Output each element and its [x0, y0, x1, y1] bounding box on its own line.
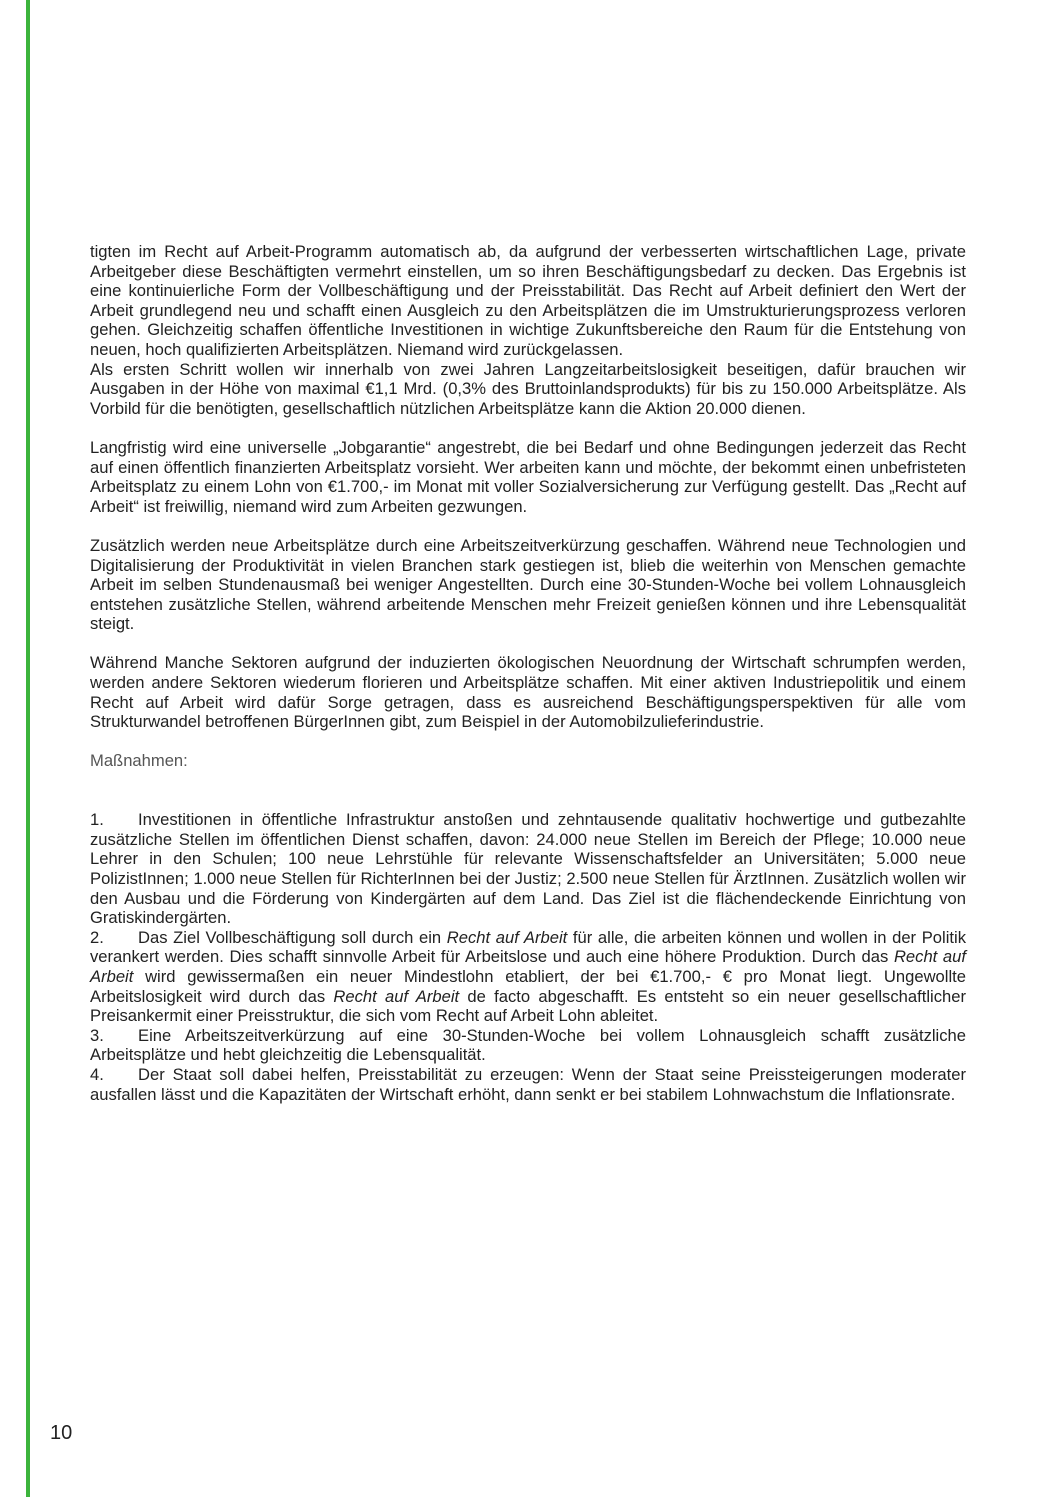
paragraph-3: Langfristig wird eine universelle „Jobgarantie“ angestrebt, die bei Bedarf und ohne Bedingungen jederzeit das Recht auf einen öffentlich finanzierten Arbeitsplatz vorsieht. Wer arbeiten kann und möchte, der bekommt einen unbefristeten Arbeitsplatz zu einem Lohn von €1.700,- im Monat mit voller Sozialversicherung zur Verfügung gestellt. Das „Recht auf Arbeit“ ist freiwillig, niemand wird zum Arbeiten gezwungen.	[90, 437, 966, 516]
measure-number: 3.	[90, 1025, 104, 1045]
measure-number: 1.	[90, 810, 104, 830]
emphasis-text: Recht auf Arbeit	[446, 927, 568, 947]
measures-heading: Maßnahmen:	[90, 751, 188, 771]
page-accent-bar	[26, 0, 30, 1497]
measure-text: Der Staat soll dabei helfen, Preisstabilität zu erzeugen: Wenn der Staat seine Preissteigerungen moderater ausfallen lässt und die Kapazitäten der Wirtschaft erhöht, dann senkt er bei stabilem Lohnwachstum die Inflationsrate.	[90, 1064, 966, 1104]
document-body	[90, 242, 966, 1104]
measure-item-3	[90, 1026, 966, 1065]
emphasis-text: Recht auf Arbeit	[333, 986, 460, 1006]
measure-text: Investitionen in öffentliche Infrastruktur anstoßen und zehntausende qualitativ hochwertige und gutbezahlte zusätzliche Stellen im öffentlichen Dienst schaffen, davon: 24.000 neue Stellen im Bereich der Pflege; 10.000 neue Lehrer in den Schulen; 100 neue Lehrstühle für relevante Wissenschaftsfelder an Universitäten; 5.000 neue PolizistInnen; 1.000 neue Stellen für RichterInnen bei der Justiz; 2.500 neue Stellen für ÄrztInnen. Zusätzlich wollen wir den Ausbau und die Förderung von Kindergärten auf dem Land. Das Ziel ist die flächendeckende Einrichtung von Gratiskindergärten.	[90, 810, 966, 928]
paragraph-1: tigten im Recht auf Arbeit-Programm automatisch ab, da aufgrund der verbesserten wirtschaftlichen Lage, private Arbeitgeber diese Beschäftigten vermehrt einstellen, um so ihren Beschäftigungsbedarf zu decken. Das Ergebnis ist eine kontinuierliche Form der Vollbeschäftigung und der Preisstabilität. Das Recht auf Arbeit definiert den Wert der Arbeit grundlegend neu und schafft einen Ausgleich zu den Arbeitsplätzen die im Umstrukturierungsprozess verloren gehen. Gleichzeitig schaffen öffentliche Investitionen in wichtige Zukunftsbereiche den Raum für die Entstehung von neuen, hoch qualifizierten Arbeitsplätzen. Niemand wird zurückgelassen.	[90, 242, 966, 359]
emphasis-text: Recht auf Arbeit	[90, 947, 967, 986]
measure-item-4	[90, 1065, 966, 1104]
paragraph-2: Als ersten Schritt wollen wir innerhalb von zwei Jahren Langzeitarbeitslosigkeit beseitigen, dafür brauchen wir Ausgaben in der Höhe von maximal €1,1 Mrd. (0,3% des Bruttoinlandsprodukts) für bis zu 150.000 Arbeitsplätze. Als Vorbild für die benötigten, gesellschaftlich nützlichen Arbeitsplätze kann die Aktion 20.000 dienen.	[90, 359, 966, 418]
measure-item-2	[90, 928, 966, 1026]
page-number: 10	[50, 1422, 73, 1444]
measure-text: Eine Arbeitszeitverkürzung auf eine 30-Stunden-Woche bei vollem Lohnausgleich schafft zusätzliche Arbeitsplätze und hebt gleichzeitig die Lebensqualität.	[90, 1025, 966, 1065]
measure-number: 2.	[90, 927, 104, 947]
measure-number: 4.	[90, 1064, 104, 1084]
measure-text: für alle, die arbeiten können und wollen in der Politik verankert werden. Dies schafft sinnvolle Arbeit für Arbeitslose und auch eine höhere Produktion. Durch das	[90, 927, 966, 967]
measure-text: de facto abgeschafft. Es entsteht so ein neuer gesellschaftlicher Preisankermit einer Preisstruktur, die sich vom Recht auf Arbeit Lohn ableitet.	[90, 986, 966, 1026]
paragraph-5: Während Manche Sektoren aufgrund der induzierten ökologischen Neuordnung der Wirtschaft schrumpfen werden, werden andere Sektoren wiederum florieren und Arbeitsplätze schaffen. Mit einer aktiven Industriepolitik und einem Recht auf Arbeit wird dafür Sorge getragen, dass es ausreichend Beschäftigungsperspektiven für alle vom Strukturwandel betroffenen BürgerInnen gibt, zum Beispiel in der Automobilzulieferindustrie.	[90, 653, 966, 732]
measure-item-1	[90, 810, 966, 928]
measure-text: wird gewissermaßen ein neuer Mindestlohn etabliert, der bei €1.700,- € pro Monat liegt. Ungewollte Arbeitslosigkeit wird durch das	[90, 966, 966, 1006]
measure-text: Das Ziel Vollbeschäftigung soll durch ein	[138, 927, 447, 947]
paragraph-4: Zusätzlich werden neue Arbeitsplätze durch eine Arbeitszeitverkürzung geschaffen. Während neue Technologien und Digitalisierung der Produktivität in vielen Branchen stark gestiegen ist, blieb die weiterhin von Menschen gemachte Arbeit im selben Stundenausmaß bei weniger Angestellten. Durch eine 30-Stunden-Woche bei vollem Lohnausgleich entstehen zusätzliche Stellen, während arbeitende Menschen mehr Freizeit genießen können und ihre Lebensqualität steigt.	[90, 535, 966, 634]
